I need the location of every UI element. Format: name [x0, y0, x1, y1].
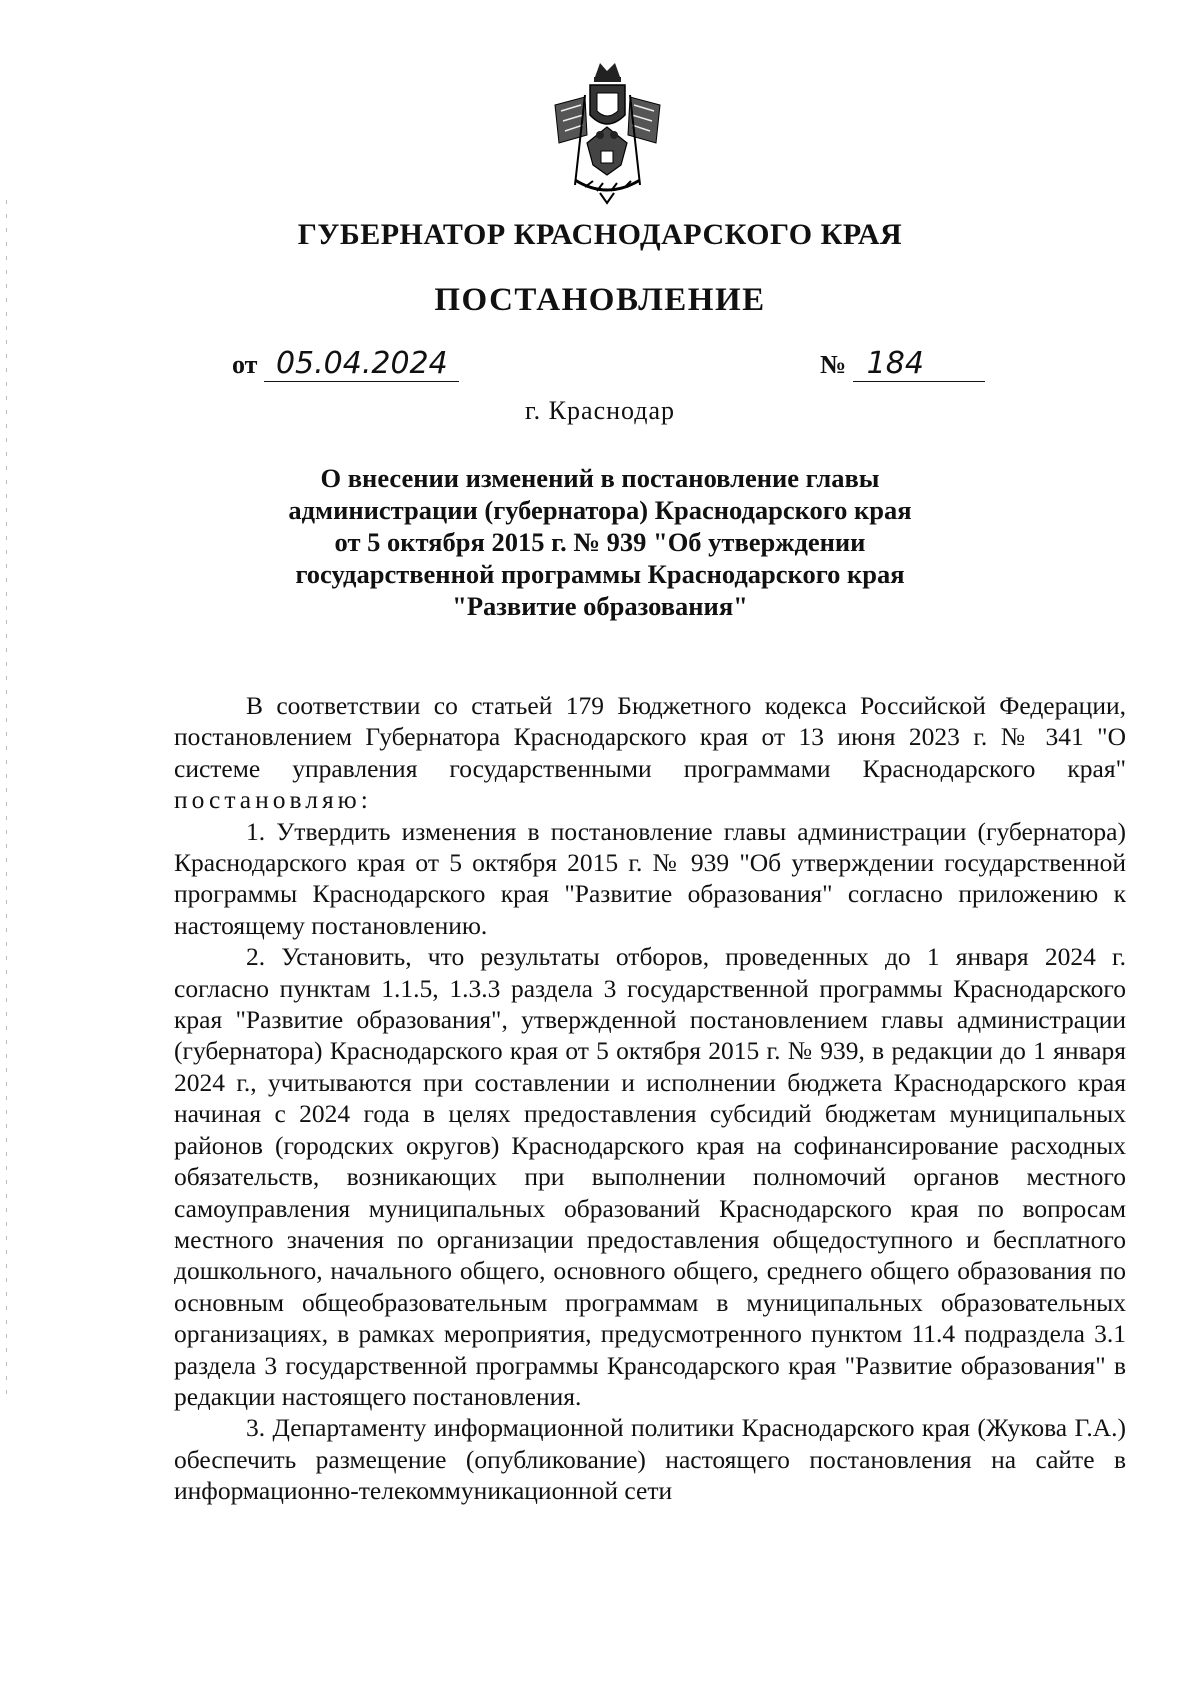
preamble-text: В соответствии со статьей 179 Бюджетного кодекса Российской Федерации, постановлением Губернатора Краснодарского края от 13 июня 2023 г. № 341 "О системе управления государственными программами Краснодарского края" [174, 691, 1126, 783]
item-1-paragraph: 1. Утвердить изменения в постановление главы администрации (губернатора) Краснодарского края от 5 октября 2015 г. № 939 "Об утверждении государственной программы Краснодарского края "Развитие образования" согласно приложению к настоящему постановлению. [174, 816, 1126, 940]
number-value: 184 [853, 348, 985, 382]
preamble-paragraph [174, 690, 1126, 816]
title-line: О внесении изменений в постановление главы [320, 463, 880, 493]
date-prefix: от [232, 350, 258, 379]
resolution-word: постановляю: [174, 785, 372, 815]
document-title [260, 462, 940, 622]
title-line: от 5 октября 2015 г. № 939 "Об утверждении [334, 527, 866, 557]
city-line: г. Краснодар [524, 396, 676, 425]
item-2-paragraph: 2. Установить, что результаты отборов, проведенных до 1 января 2024 г. согласно пунктам 1.1.5, 1.3.3 раздела 3 государственной программы Краснодарского края "Развитие образования", утвержденной постановлением главы администрации (губернатора) Краснодарского края от 5 октября 2015 г. № 939, в редакции до 1 января 2024 г., учитываются при составлении и исполнении бюджета Краснодарского края начиная с 2024 года в целях предоставления субсидий бюджетам муниципальных районов (городских округов) Краснодарского края на софинансирование расходных обязательств, возникающих при выполнении полномочий органов местного самоуправления муниципальных образований Краснодарского края по вопросам местного значения по организации предоставления общедоступного и бесплатного дошкольного, начального общего, основного общего, среднего общего образования по основным общеобразовательным программам в муниципальных образовательных организациях, в рамках мероприятия, предусмотренного пунктом 11.4 подраздела 3.1 раздела 3 государственной программы Крансодарского края "Развитие образования" в редакции настоящего постановления. [174, 942, 1126, 1411]
document-type-heading: ПОСТАНОВЛЕНИЕ [434, 282, 766, 318]
document-body [174, 690, 1126, 1507]
date-value: 05.04.2024 [264, 348, 459, 382]
title-line: администрации (губернатора) Краснодарского края [288, 495, 912, 525]
item-3-paragraph: 3. Департаменту информационной политики Краснодарского края (Жукова Г.А.) обеспечить размещение (опубликование) настоящего постановления на сайте в информационно-телекоммуникационной сети [174, 1413, 1126, 1506]
title-line: "Развитие образования" [452, 591, 748, 621]
authority-heading: ГУБЕРНАТОР КРАСНОДАРСКОГО КРАЯ [297, 218, 903, 251]
scan-margin-mark [6, 200, 7, 1400]
date-field [232, 348, 459, 382]
coat-of-arms-emblem [545, 55, 670, 205]
number-field [820, 348, 985, 382]
title-line: государственной программы Краснодарского края [295, 559, 905, 589]
number-prefix: № [820, 350, 847, 379]
